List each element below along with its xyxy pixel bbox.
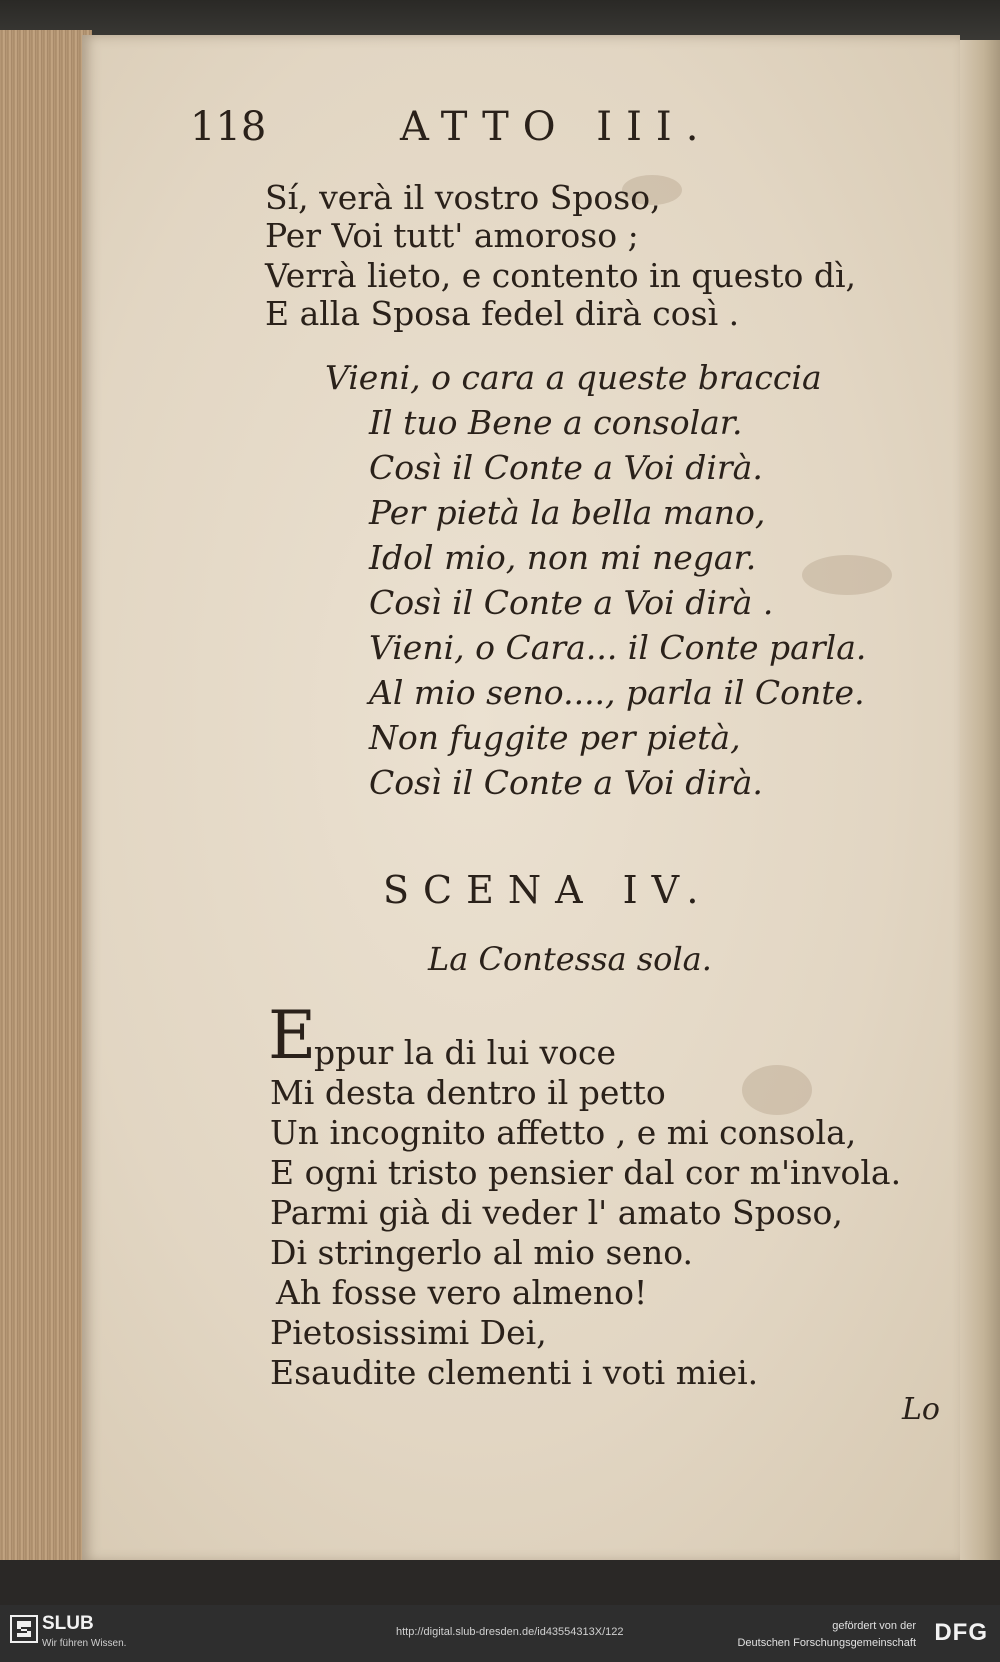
scene-subtitle: La Contessa sola. xyxy=(428,940,712,978)
verse-line: Sí, verà il vostro Sposo, xyxy=(265,178,661,217)
recitative-line: E ogni tristo pensier dal cor m'invola. xyxy=(270,1153,902,1192)
book-page-edges xyxy=(0,30,92,1570)
funding-line-2: Deutschen Forschungsgemeinschaft xyxy=(737,1637,916,1649)
drop-cap: E xyxy=(268,997,317,1074)
dfg-logo[interactable]: DFG xyxy=(934,1619,988,1646)
recitative-line: Pietosissimi Dei, xyxy=(270,1313,547,1352)
viewer-footer xyxy=(0,1605,1000,1662)
foxing-spot xyxy=(802,555,892,595)
page-number: 118 xyxy=(190,104,267,150)
library-name[interactable]: SLUB xyxy=(42,1613,94,1634)
aria-line: Così il Conte a Voi dirà. xyxy=(369,448,763,487)
running-head: ATTO III. xyxy=(400,104,713,150)
recitative-line: Mi desta dentro il petto xyxy=(270,1073,666,1112)
scanner-top-strip xyxy=(0,0,1000,40)
scene-title: SCENA IV. xyxy=(383,868,713,912)
aria-line: Così il Conte a Voi dirà. xyxy=(369,763,763,802)
foxing-spot xyxy=(742,1065,812,1115)
aria-line: Vieni, o Cara... il Conte parla. xyxy=(369,628,867,667)
funding-line-1: gefördert von der xyxy=(832,1620,916,1632)
recitative-line: Di stringerlo al mio seno. xyxy=(270,1233,694,1272)
verse-line: Per Voi tutt' amoroso ; xyxy=(265,216,639,255)
right-page-edge xyxy=(960,40,1000,1560)
aria-line: Al mio seno...., parla il Conte. xyxy=(369,673,865,712)
catchword: Lo xyxy=(902,1392,940,1427)
aria-line: Così il Conte a Voi dirà . xyxy=(369,583,774,622)
recitative-line: Ah fosse vero almeno! xyxy=(276,1273,648,1312)
funding-credit xyxy=(737,1618,916,1652)
library-tagline: Wir führen Wissen. xyxy=(42,1638,127,1649)
scanner-bottom-strip xyxy=(0,1560,1000,1605)
aria-line: Vieni, o cara a queste braccia xyxy=(325,358,822,397)
recitative-first-line: ppur la di lui voce xyxy=(314,1033,617,1072)
recitative-line: Esaudite clementi i voti miei. xyxy=(270,1353,759,1392)
permalink-url[interactable]: http://digital.slub-dresden.de/id43554313X/122 xyxy=(396,1626,624,1638)
aria-line: Idol mio, non mi negar. xyxy=(369,538,757,577)
aria-line: Non fuggite per pietà, xyxy=(369,718,741,757)
aria-line: Il tuo Bene a consolar. xyxy=(369,403,743,442)
recitative-line: Un incognito affetto , e mi consola, xyxy=(270,1113,857,1152)
recitative-line: Parmi già di veder l' amato Sposo, xyxy=(270,1193,843,1232)
verse-line: E alla Sposa fedel dirà così . xyxy=(265,294,740,333)
aria-line: Per pietà la bella mano, xyxy=(369,493,766,532)
verse-line: Verrà lieto, e contento in questo dì, xyxy=(265,256,857,295)
slub-logo-icon[interactable] xyxy=(10,1615,38,1643)
